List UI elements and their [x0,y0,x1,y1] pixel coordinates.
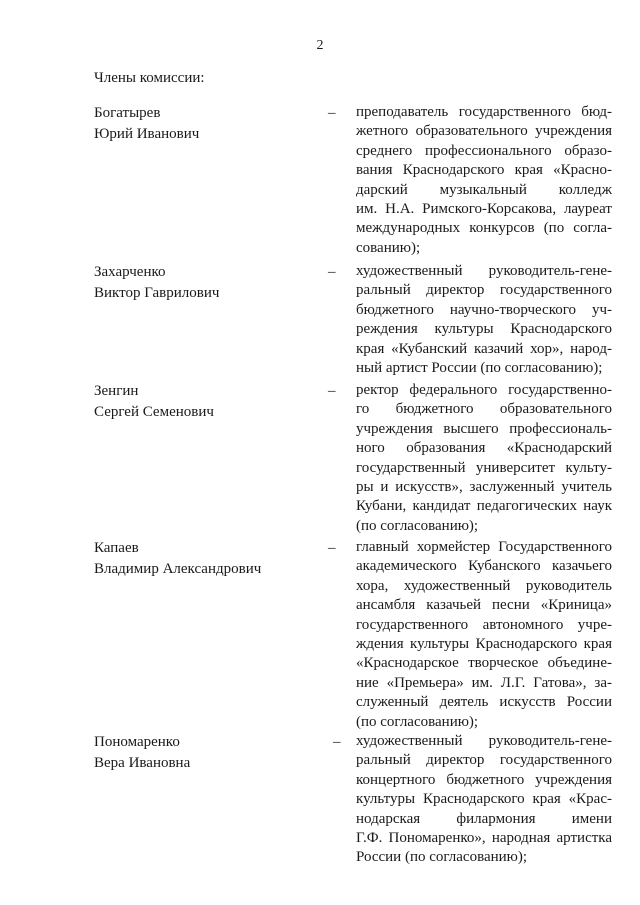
description-line: бюджетного научно-творческого уч- [356,301,612,318]
member-dash: – [328,264,336,280]
description-line: культуры Краснодарского края «Крас- [356,791,612,808]
description-line: среднего профессионального образо- [356,142,612,159]
description-line: государственный университет культу- [356,459,612,476]
description-line: «Краснодарское творческое объедине- [356,655,612,672]
description-line: ректор федерального государственно- [356,382,612,398]
description-line: (по согласованию); [356,713,479,730]
section-heading: Члены комиссии: [94,70,205,86]
member-given-names: Вера Ивановна [94,755,191,771]
description-line: реждения культуры Краснодарского [356,321,612,338]
description-line: им. Н.А. Римского-Корсакова, лауреат [356,201,612,218]
description-line: ральный директор государственного [356,752,612,769]
description-line: преподаватель государственного бюд- [356,104,612,120]
member-surname: Пономаренко [94,734,180,750]
member-name [94,381,214,423]
description-line: России (по согласованию); [356,849,528,866]
description-line: го бюджетного образовательного [356,401,612,418]
description-line: дарский музыкальный колледж [356,181,612,198]
description-line: академического Кубанского казачьего [356,558,612,575]
member-surname: Зенгин [94,383,139,399]
member-name [94,262,219,304]
page-number: 2 [316,38,324,53]
member-dash: – [328,383,336,399]
description-line: государственного автономного учре- [356,616,612,633]
description-line: главный хормейстер Государственного [356,539,612,555]
description-line: сованию); [356,239,421,256]
member-surname: Захарченко [94,264,166,280]
description-line: ный артист России (по согласованию); [356,360,603,377]
description-line: концертного бюджетного учреждения [356,771,612,788]
description-line: жетного образовательного учреждения [356,123,612,140]
member-description [356,103,612,258]
description-line: ры и искусств», заслуженный учитель [356,479,612,496]
member-name [94,538,261,580]
description-line: (по согласованию); [356,517,479,534]
description-line: Г.Ф. Пономаренко», народная артистка [356,830,612,847]
member-surname: Капаев [94,540,139,556]
member-description [356,262,612,378]
member-description [356,732,612,868]
member-dash: – [328,105,336,121]
member-given-names: Юрий Иванович [94,126,200,142]
member-dash: – [328,540,336,556]
description-line: хора, художественный руководитель [356,577,612,594]
description-line: ние «Премьера» им. Л.Г. Гатова», за- [356,674,612,691]
member-name [94,103,199,145]
member-given-names: Виктор Гаврилович [94,285,220,301]
member-surname: Богатырев [94,105,161,121]
member-name [94,732,190,774]
description-line: вания Краснодарского края «Красно- [356,162,612,179]
member-given-names: Сергей Семенович [94,404,214,420]
description-line: международных конкурсов (по согла- [356,220,612,237]
member-dash: – [333,734,341,750]
description-line: учреждения высшего профессиональ- [356,420,612,437]
description-line: служенный деятель искусств России [356,694,612,711]
description-line: Кубани, кандидат педагогических наук [356,498,612,515]
description-line: ансамбля казачьей песни «Криница» [356,597,612,614]
member-description [356,538,612,732]
description-line: ного образования «Краснодарский [356,440,612,457]
description-line: края «Кубанский казачий хор», народ- [356,340,612,357]
member-given-names: Владимир Александрович [94,561,262,577]
description-line: художественный руководитель-гене- [356,733,612,749]
description-line: ждения культуры Краснодарского края [356,636,612,653]
description-line: нодарская филармония имени [356,810,612,827]
description-line: ральный директор государственного [356,282,612,299]
description-line: художественный руководитель-гене- [356,263,612,279]
member-description [356,381,612,536]
